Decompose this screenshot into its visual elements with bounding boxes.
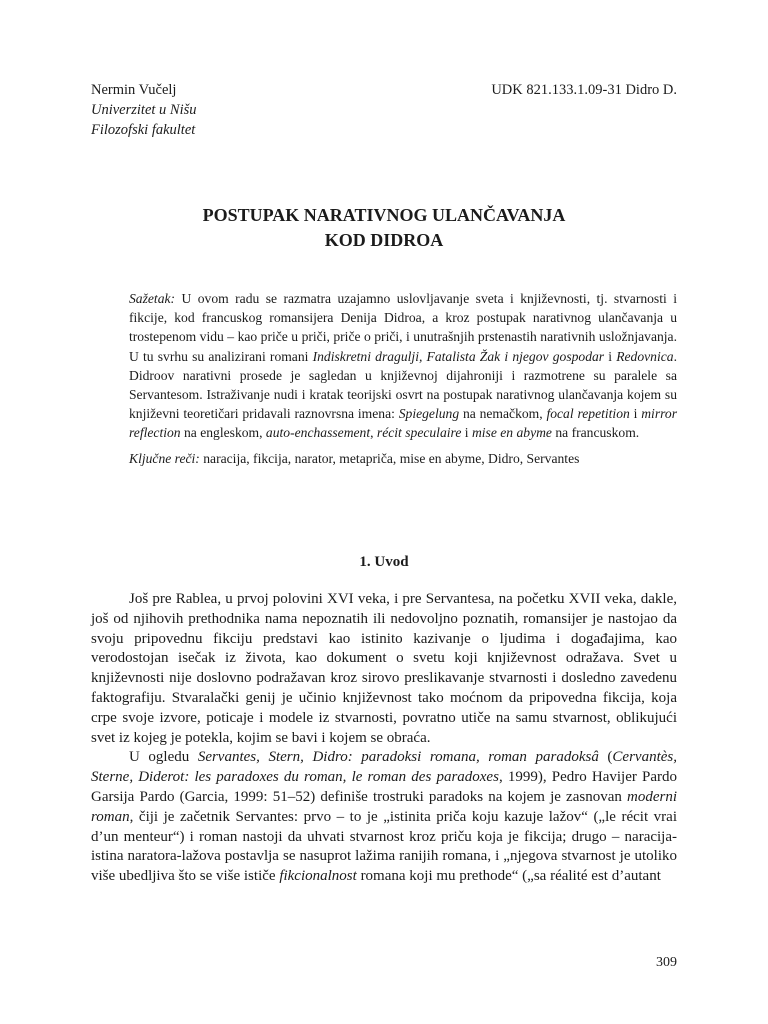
author-name: Nermin Vučelj: [91, 82, 177, 98]
keywords: Ključne reči: naracija, fikcija, narator, metapriča, mise en abyme, Didro, Servantes: [129, 450, 580, 466]
section-heading: 1. Uvod: [359, 554, 409, 570]
title-line-2: KOD DIDROA: [324, 230, 444, 250]
paragraph-1: Još pre Rablea, u prvoj polovini XVI veka, i pre Servantesa, na početku XVII veka, dakle, još od njihovih prethodnika nama nepoznatih ili nedovoljno poznatih, romansijer je nastojao da svoju pripovednu fikciju predstavi kao istinito kazivanje o ljudima i događajima, kao verodostojan isečak iz života, kao dokument o svetu koji književnost odražava. Svet u književnosti nije doslovno podražavan kroz sirovo preslikavanje stvarnosti i dosledno zavedenu faktografiju. Stvaralački genij je učinio književnost tako moćnom da pripovedna fikcija, koja crpe svoje izvore, poticaje i modele iz stvarnosti, povratno utiče na samu stvarnost, oblikujući svet iz kojeg je potekla, kojim se bavi i kojem se obraća.: [91, 591, 677, 746]
article-title: [91, 203, 677, 253]
title-line-1: POSTUPAK NARATIVNOG ULANČAVANJA: [202, 205, 566, 225]
body-text: [91, 590, 677, 887]
page-number: 309: [656, 955, 677, 970]
paragraph-2: U ogledu Servantes, Stern, Didro: paradoksi romana, roman paradoksâ (Cervantès, Sterne, Diderot: les paradoxes du roman, le roman des paradoxes, 1999), Pedro Havijer Pardo Garsija Pardo (Garcia, 1999: 51–52) definiše trostruki paradoks na kojem je zasnovan moderni roman, čiji je začetnik Servantes: prvo – to je „istinita priča koju kazuje lažov“ („le récit vrai d’un menteur“) i roman nastoji da uhvati stvarnost kroz priču koja je fikcija; drugo – naracija-istina naratora-lažova postavlja se nasuprot lažima ranijih romana, i „njegova stvarnost je utoliko više ubedljiva što se više ističe fikcionalnost romana koji mu prethode“ („sa réalité est d’autant: [91, 749, 677, 885]
author-faculty: Filozofski fakultet: [91, 122, 196, 138]
abstract: [129, 289, 677, 468]
author-block: [91, 80, 197, 140]
author-university: Univerzitet u Nišu: [91, 102, 197, 118]
udk-code: UDK 821.133.1.09-31 Didro D.: [491, 82, 677, 98]
abstract-text: Sažetak: U ovom radu se razmatra uzajamno uslovljavanje sveta i književnosti, tj. stvarnosti i fikcije, kod francuskog romansijera Denija Didroa, a kroz postupak narativnog ulančavanja u trostepenom vidu – kao priče u priči, priče o priči, i unutrašnjih prstenastih narativnih usložnjavanja. U tu svrhu su analizirani romani Indiskretni dragulji, Fatalista Žak i njegov gospodar i Redovnica. Didroov narativni prosede je sagledan u književnoj dijahroniji i razmotrene su paralele sa Servantesom. Istraživanje nudi i kratak teorijski osvrt na postupak narativnog ulančavanja kojem su književni teoretičari pridavali raznovrsna imena: Spiegelung na nemačkom, focal repetition i mirror reflection na engleskom, auto-enchassement, récit speculaire i mise en abyme na francuskom.: [129, 291, 677, 441]
